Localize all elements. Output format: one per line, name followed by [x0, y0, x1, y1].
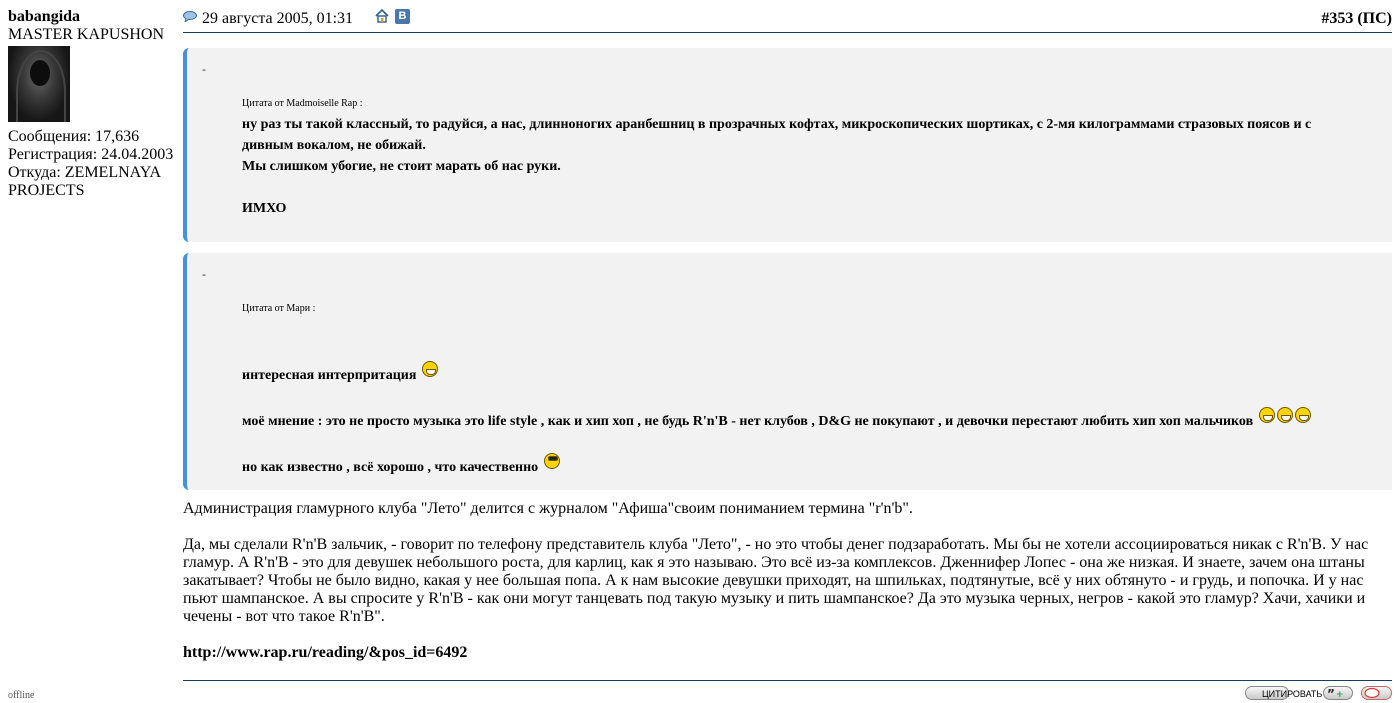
- quote-line-text: интересная интерпритация: [242, 368, 417, 383]
- grin-smiley-icon: [1259, 407, 1275, 423]
- grin-smiley-icon: [1295, 407, 1311, 423]
- quote-block: [183, 48, 1392, 242]
- quote-header: Цитата от Мари :: [242, 303, 316, 314]
- quote-line: ИМХО: [242, 201, 287, 216]
- svg-text:+: +: [1336, 690, 1344, 699]
- post-paragraph: Да, мы сделали R'n'B зальчик, - говорит по телефону представитель клуба "Лето", - но это чтобы денег подзаработать. Мы бы не хотели ассоциироваться никак с R'n'B. У нас гламур. А R'n'B - это для девушек небольшого роста, для карлиц, как я это называю. Это всё из-за комплексов. Дженнифер Лопес - она же низкая. И знаете, зачем она штаны закатывает? Чтобы не было видно, какая у нее большая попа. А к нам высокие девушки приходят, на шпильках, подтянутые, всё у них обтянуто - и грудь, и попочка. И у нас пьют шампанское. А вы спросите у R'n'B - как они могут танцевать под такую музыку и пить шампанское? Да это музыка черных, негров - какой это гламур? Хачи, хачики и чечены - вот что такое R'n'B".: [183, 536, 1369, 625]
- user-sidebar: [8, 8, 178, 200]
- post-number[interactable]: #353 (ПС): [1321, 10, 1392, 27]
- user-message-count: Сообщения: 17,636: [8, 128, 140, 145]
- cool-smiley-icon: [544, 453, 560, 469]
- avatar: [8, 46, 70, 122]
- quote-body: [242, 361, 1372, 478]
- post-date: 29 августа 2005, 01:31: [202, 10, 354, 27]
- avatar-face-shape: [30, 60, 50, 86]
- post-header: [183, 8, 1392, 33]
- multi-quote-button[interactable]: [1323, 686, 1353, 700]
- user-location: Откуда: ZEMELNAYA PROJECTS: [8, 164, 161, 199]
- quote-button[interactable]: [1245, 686, 1323, 700]
- grin-smiley-icon: [422, 361, 438, 377]
- user-registration-date: Регистрация: 24.04.2003: [8, 146, 174, 163]
- quote-body: [242, 114, 1332, 219]
- quote-block: [183, 253, 1392, 490]
- reply-button[interactable]: [1361, 686, 1392, 700]
- source-link[interactable]: http://www.rap.ru/reading/&pos_id=6492: [183, 644, 468, 661]
- quote-button-label: ЦИТИРОВАТЬ: [1262, 689, 1323, 699]
- quote-dash: -: [202, 62, 206, 76]
- quote-line-text: но как известно , всё хорошо , что качественно: [242, 460, 539, 475]
- user-title: MASTER KAPUSHON: [8, 26, 165, 43]
- username[interactable]: babangida: [8, 8, 81, 25]
- quote-line: [242, 407, 1372, 432]
- quote-header: Цитата от Madmoiselle Rap :: [242, 98, 363, 109]
- speech-bubble-icon: [1362, 687, 1390, 699]
- quote-line-text: моё мнение : это не просто музыка это life style , как и хип хоп , не будь R'n'B - нет клубов , D&G не покупают , и девочки перестают любить хип хоп мальчиков: [242, 414, 1254, 429]
- svg-text:”: ”: [1327, 687, 1335, 699]
- quote-line: Мы слишком убогие, не стоит марать об нас руки.: [242, 159, 561, 174]
- quote-line: [242, 453, 1372, 478]
- quote-marks-icon: [1324, 687, 1352, 699]
- home-icon[interactable]: [375, 9, 389, 23]
- online-status: offline: [8, 690, 35, 701]
- post-footer-divider: [183, 680, 1392, 681]
- speech-bubble-icon: [183, 11, 197, 22]
- grin-smiley-icon: [1277, 407, 1293, 423]
- quote-dash: -: [202, 267, 206, 281]
- quote-line: ну раз ты такой классный, то радуйся, а нас, длинноногих аранбешниц в прозрачных кофтах, микроскопических шортиках, с 2-мя килограммами стразовых поясов и с дивным вокалом, не обижай.: [242, 117, 1312, 153]
- post-paragraph: Администрация гламурного клуба "Лето" делится с журналом "Афиша"своим пониманием термина "r'n'b".: [183, 500, 913, 517]
- vk-share-icon[interactable]: В: [395, 9, 410, 24]
- quote-line: [242, 361, 1372, 386]
